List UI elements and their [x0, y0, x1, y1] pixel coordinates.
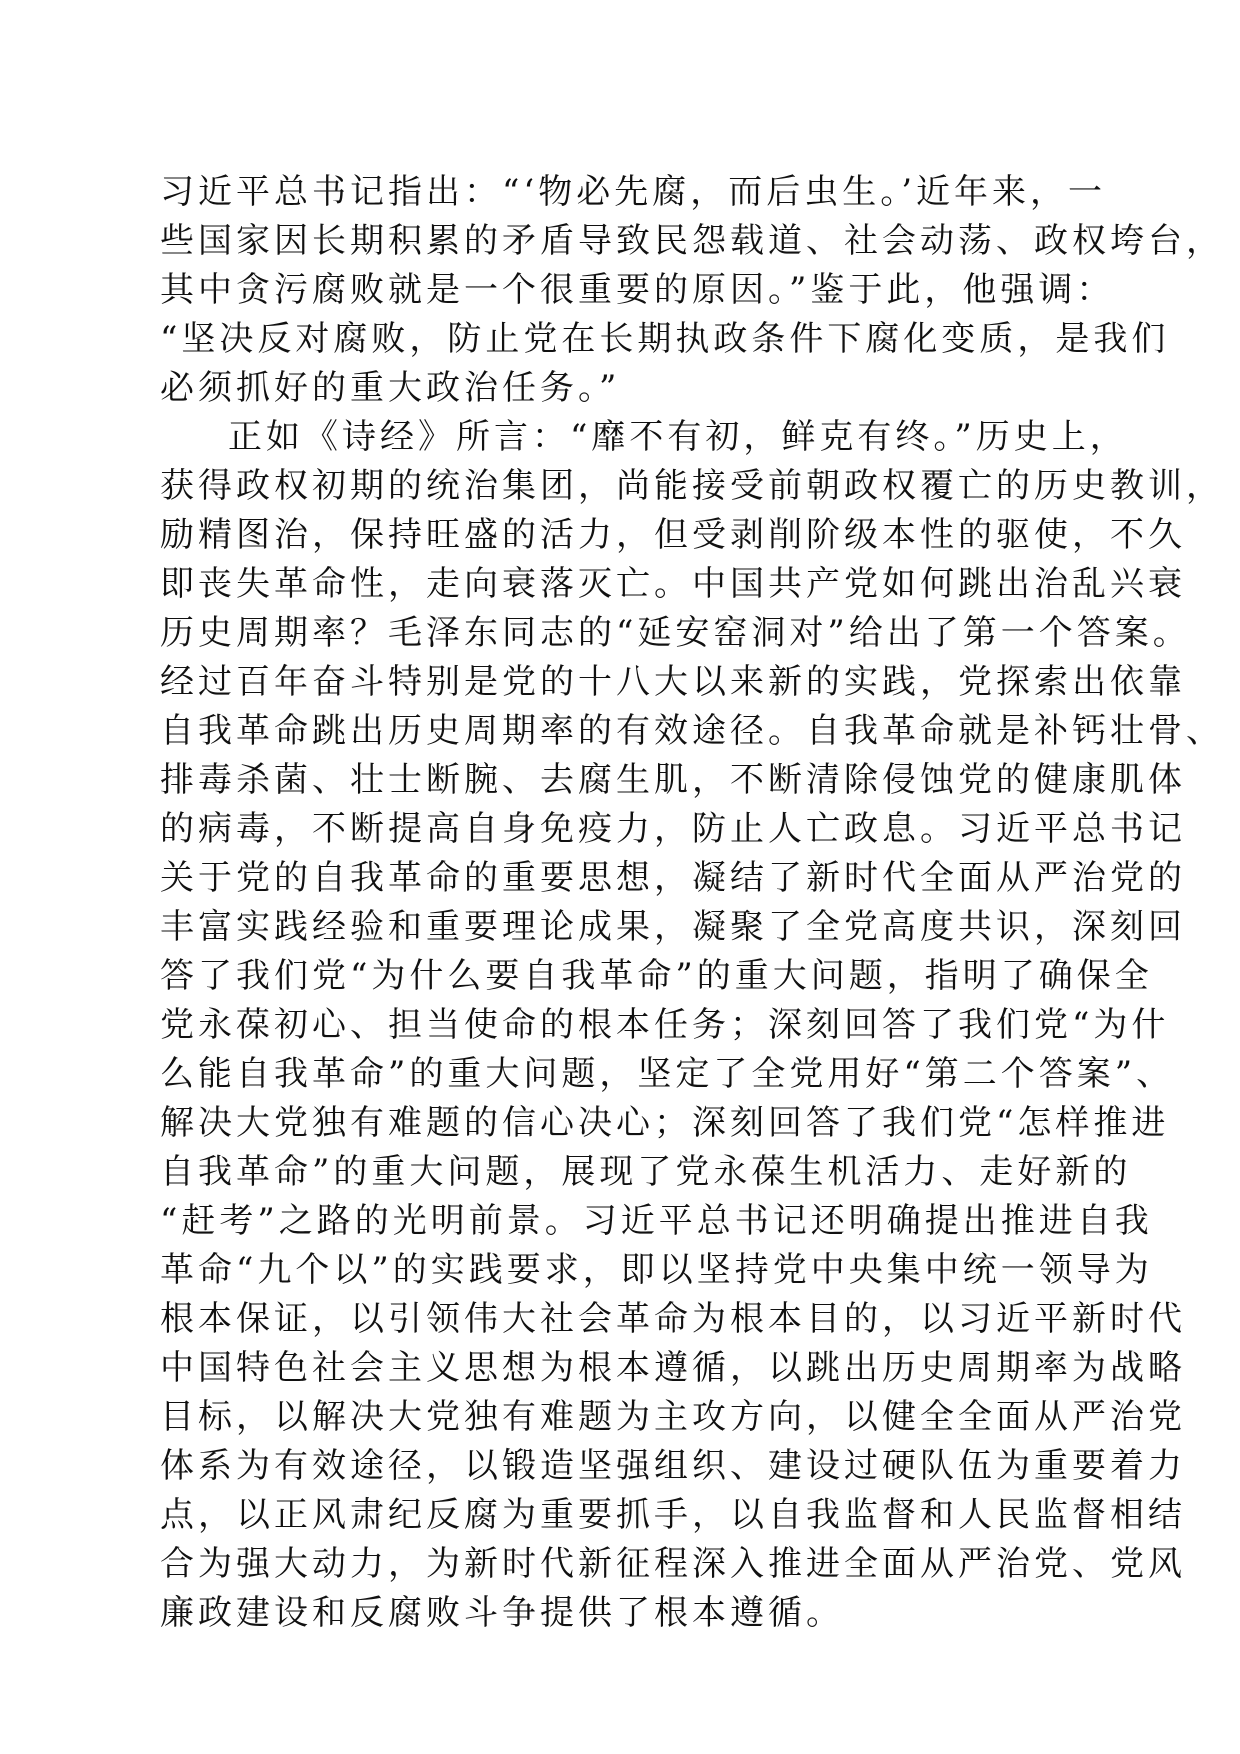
text-line: 中国特色社会主义思想为根本遵循，以跳出历史周期率为战略 [160, 1348, 1186, 1388]
text-line: 廉政建设和反腐败斗争提供了根本遵循。 [160, 1593, 844, 1633]
text-line: 体系为有效途径，以锻造坚强组织、建设过硬队伍为重要着力 [160, 1446, 1186, 1486]
text-line: 自我革命”的重大问题，展现了党永葆生机活力、走好新的 [160, 1152, 1132, 1192]
text-line: 根本保证，以引领伟大社会革命为根本目的，以习近平新时代 [160, 1299, 1186, 1339]
body-text [160, 168, 1224, 1638]
text-line: 答了我们党“为什么要自我革命”的重大问题，指明了确保全 [160, 956, 1153, 996]
text-line: 解决大党独有难题的信心决心；深刻回答了我们党“怎样推进 [160, 1103, 1170, 1143]
text-line: 习近平总书记指出：“‘物必先腐，而后虫生。’近年来，一 [160, 172, 1106, 212]
text-line: 经过百年奋斗特别是党的十八大以来新的实践，党探索出依靠 [160, 662, 1186, 702]
text-line: 革命“九个以”的实践要求，即以坚持党中央集中统一领导为 [160, 1250, 1153, 1290]
text-line: 历史周期率？毛泽东同志的“延安窑洞对”给出了第一个答案。 [160, 613, 1191, 653]
text-line: 关于党的自我革命的重要思想，凝结了新时代全面从严治党的 [160, 858, 1186, 898]
text-line: 自我革命跳出历史周期率的有效途径。自我革命就是补钙壮骨、 [160, 711, 1224, 751]
text-line: 丰富实践经验和重要理论成果，凝聚了全党高度共识，深刻回 [160, 907, 1186, 947]
text-line: 么能自我革命”的重大问题，坚定了全党用好“第二个答案”、 [160, 1054, 1175, 1094]
text-line: 即丧失革命性，走向衰落灭亡。中国共产党如何跳出治乱兴衰 [160, 564, 1186, 604]
text-line: 合为强大动力，为新时代新征程深入推进全面从严治党、党风 [160, 1544, 1186, 1584]
text-line: 党永葆初心、担当使命的根本任务；深刻回答了我们党“为什 [160, 1005, 1170, 1045]
text-line: 励精图治，保持旺盛的活力，但受剥削阶级本性的驱使，不久 [160, 515, 1186, 555]
text-line: “坚决反对腐败，防止党在长期执政条件下腐化变质，是我们 [160, 319, 1170, 359]
text-line: 排毒杀菌、壮士断腕、去腐生肌，不断清除侵蚀党的健康肌体 [160, 760, 1186, 800]
paragraph-start-line: 正如《诗经》所言：“靡不有初，鲜克有终。”历史上， [228, 417, 1128, 457]
text-line: 点，以正风肃纪反腐为重要抓手，以自我监督和人民监督相结 [160, 1495, 1186, 1535]
text-line: 获得政权初期的统治集团，尚能接受前朝政权覆亡的历史教训， [160, 466, 1224, 506]
text-line: “赶考”之路的光明前景。习近平总书记还明确提出推进自我 [160, 1201, 1153, 1241]
text-line: 些国家因长期积累的矛盾导致民怨载道、社会动荡、政权垮台， [160, 221, 1224, 261]
text-line: 其中贪污腐败就是一个很重要的原因。”鉴于此，他强调： [160, 270, 1115, 310]
text-line: 目标，以解决大党独有难题为主攻方向，以健全全面从严治党 [160, 1397, 1186, 1437]
text-line: 的病毒，不断提高自身免疫力，防止人亡政息。习近平总书记 [160, 809, 1186, 849]
text-line: 必须抓好的重大政治任务。” [160, 368, 621, 408]
